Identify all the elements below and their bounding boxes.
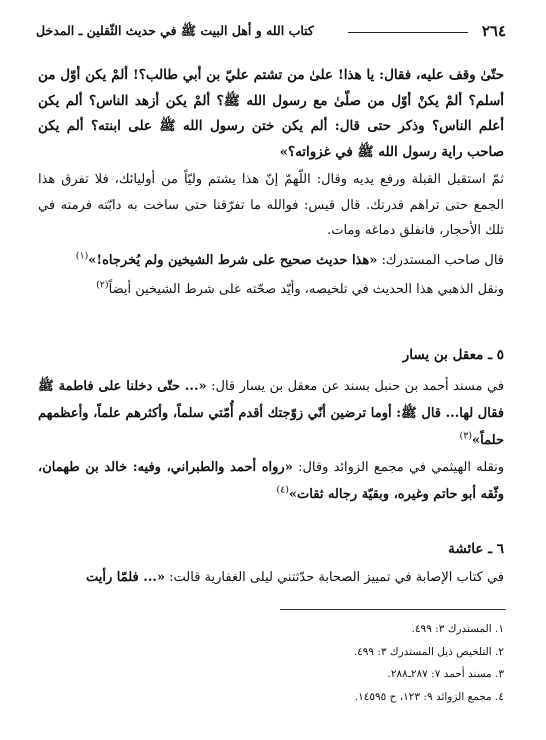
quoted-text: «رواه أحمد والطبراني، وفيه: خالد بن طهمان، وثّقه أبو حاتم وغيره، وبقيّة رجاله ثقات» xyxy=(38,460,504,502)
header-rule xyxy=(348,32,468,33)
paragraph-text: ونقل الذهبي هذا الحديث في تلخيصه، وأيّد صحّته على شرط الشيخين أيضاً xyxy=(108,282,504,297)
footnote-ref: (٣) xyxy=(459,430,473,442)
section-body xyxy=(38,566,504,590)
footnote-ref: (٢) xyxy=(96,279,109,291)
section-paragraph xyxy=(38,454,504,508)
footnote-ref: (٤) xyxy=(276,484,289,496)
section-body xyxy=(38,373,504,508)
intro-paragraph-2: ثمّ استقبل القبلة ورفع يديه وقال: اللّهمّ إنّ هذا يشتم وليّاً من أوليائك، فلا تفرق هذا الجمع حتى تراهم قدرتك. قال قيس: فوالله ما تفرّقنا حتى ساخت به دابّته فرمته في تلك الأحجار، فانفلق دماغه ومات. xyxy=(38,172,504,238)
quoted-text: «... فلمّا رأيت xyxy=(85,570,165,585)
footnote: ٤. مجمع الزوائد ٩: ١٢٣، ح ١٤٥٩٥. xyxy=(354,690,504,703)
intro-paragraph-4 xyxy=(38,277,504,303)
footnotes-list xyxy=(200,618,504,708)
intro-paragraph-1: حتّیٰ وقف عليه، فقال: يا هذا! علىٰ من تشتم عليّ بن أبي طالب؟! ألمْ يكن أوّل من أسلم؟ ألمْ يكنْ أوّل من صلّىٰ مع رسول الله ﷺ؟ ألمْ يكن أزهد الناس؟ ألم يكن أعلم الناس؟ وذكر حتى قال: ألم يكن ختن رسول الله ﷺ على ابنته؟ ألم يكن صاحب راية رسول الله ﷺ في غزواته؟» xyxy=(38,67,504,160)
quoted-text: «هذا حديث صحيح على شرط الشيخين ولم يُخرجاه!» xyxy=(88,252,378,268)
section-paragraph xyxy=(38,373,504,454)
paragraph-prefix: في كتاب الإصابة في تمييز الصحابة حدّثتني ليلى الغفارية قالت: xyxy=(165,570,504,585)
footnote-divider xyxy=(280,609,506,610)
footnote: ٢. التلخيص ذيل المستدرك ٣: ٤٩٩. xyxy=(353,645,504,658)
paragraph-prefix: قال صاحب المستدرك: xyxy=(377,252,504,268)
section-heading: ٦ ـ عائشة xyxy=(448,541,504,557)
paragraph-prefix: ونقله الهيثمي في مجمع الزوائد وقال: xyxy=(292,460,504,475)
footnote: ٣. مسند أحمد ٧: ٢٨٧ـ٢٨٨. xyxy=(387,668,504,680)
footnote: ١. المستدرك ٣: ٤٩٩. xyxy=(411,623,504,635)
page-header xyxy=(36,22,506,44)
running-title: كتاب الله و أهل البيت ﷺ في حديث الثّقلين ـ المدخل xyxy=(36,23,314,38)
quoted-text: «... حتّى دخلنا على فاطمة ﷺ فقال لها... قال ﷺ: أوما ترضين أنّي زوّجتك أقدم أُمّتي سلماً، وأكثرهم علماً، وأعظمهم حلماً» xyxy=(38,379,504,448)
footnote-ref: (١) xyxy=(75,250,89,262)
section-paragraph xyxy=(38,566,504,590)
section-heading: ٥ ـ معقل بن يسار xyxy=(402,347,504,363)
page-number: ٢٦٤ xyxy=(481,22,506,40)
intro-paragraph-3 xyxy=(38,248,504,274)
intro-text xyxy=(38,63,504,303)
paragraph-prefix: في مسند أحمد بن حنبل بسند عن معقل بن يسار قال: xyxy=(206,379,505,394)
